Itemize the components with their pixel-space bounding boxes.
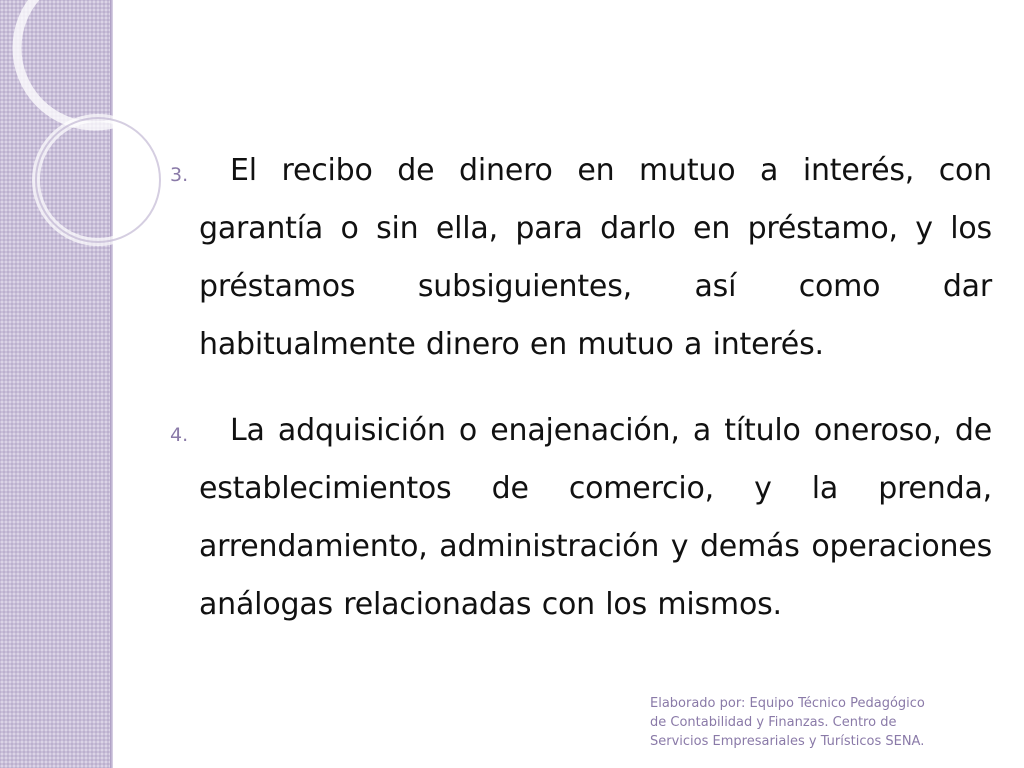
list-item-text: El recibo de dinero en mutuo a interés, con garantía o sin ella, para darlo en préstamo, y los préstamos subsiguientes, así como dar habitualmente dinero en mutuo a interés. [199, 153, 992, 362]
footer-credit-line: Servicios Empresariales y Turísticos SENA. [650, 734, 925, 749]
large-ring [17, 0, 173, 126]
list-item-text: La adquisición o enajenación, a título oneroso, de establecimientos de comercio, y la prenda, arrendamiento, administración y demás operaciones análogas relacionadas con los mismos. [199, 413, 992, 622]
footer-credit [650, 694, 980, 751]
list-item [170, 142, 992, 374]
list-item-number: 4. [170, 424, 189, 446]
numbered-list [170, 142, 992, 662]
list-item [170, 402, 992, 634]
small-ring-shadow [36, 118, 160, 242]
footer-credit-line: Elaborado por: Equipo Técnico Pedagógico [650, 696, 925, 711]
footer-credit-line: de Contabilidad y Finanzas. Centro de [650, 715, 897, 730]
list-item-number: 3. [170, 164, 189, 186]
